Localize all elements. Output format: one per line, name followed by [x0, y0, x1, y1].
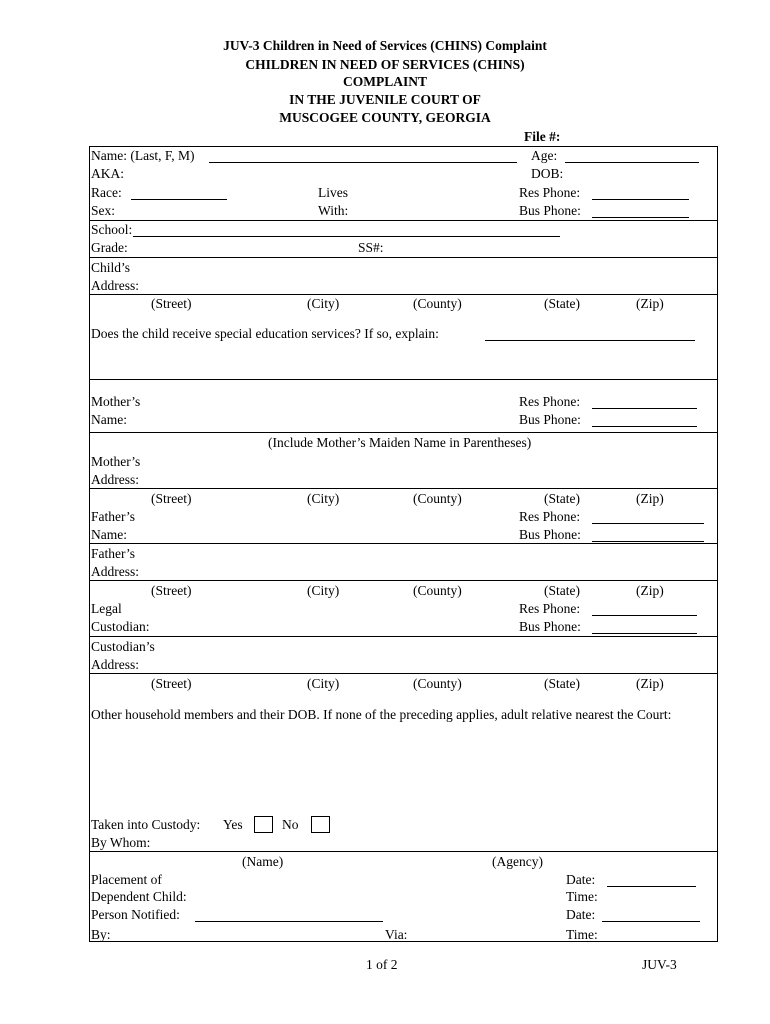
- placement-time-label: Time:: [566, 889, 598, 904]
- street-caption: (Street): [151, 491, 192, 506]
- divider: [89, 851, 718, 852]
- lives-label: Lives: [318, 185, 348, 200]
- city-caption: (City): [307, 583, 340, 598]
- child-name-label: Name: (Last, F, M): [91, 148, 195, 163]
- sex-label: Sex:: [91, 203, 116, 218]
- ss-label: SS#:: [358, 240, 384, 255]
- custodian-bus-phone-field[interactable]: [592, 633, 697, 634]
- placement-label: Placement of: [91, 872, 162, 887]
- zip-caption: (Zip): [636, 491, 664, 506]
- custodian-res-phone-label: Res Phone:: [519, 601, 581, 616]
- street-caption: (Street): [151, 583, 192, 598]
- by-label: By:: [91, 927, 111, 942]
- grade-label: Grade:: [91, 240, 128, 255]
- custody-no-checkbox[interactable]: [311, 816, 330, 833]
- county-caption: (County): [413, 296, 462, 311]
- child-name-field[interactable]: [209, 162, 517, 163]
- county-caption: (County): [413, 491, 462, 506]
- child-res-phone-field[interactable]: [592, 199, 689, 200]
- placement-date-label: Date:: [566, 872, 596, 887]
- form-subheading: COMPLAINT: [343, 74, 427, 89]
- taken-into-custody-label: Taken into Custody:: [91, 817, 201, 832]
- person-notified-field[interactable]: [195, 921, 383, 922]
- divider: [89, 220, 718, 221]
- father-res-phone-label: Res Phone:: [519, 509, 581, 524]
- child-address-label-2: Address:: [91, 278, 139, 293]
- mother-bus-phone-field[interactable]: [592, 426, 697, 427]
- father-name-label: Father’s: [91, 509, 135, 524]
- race-label: Race:: [91, 185, 122, 200]
- school-label: School:: [91, 222, 133, 237]
- divider: [89, 580, 718, 581]
- by-whom-label: By Whom:: [91, 835, 151, 850]
- divider: [89, 432, 718, 433]
- father-res-phone-field[interactable]: [592, 523, 704, 524]
- father-address-label: Father’s: [91, 546, 135, 561]
- state-caption: (State): [544, 583, 580, 598]
- zip-caption: (Zip): [636, 583, 664, 598]
- divider: [89, 379, 718, 380]
- mother-name-label-2: Name:: [91, 412, 127, 427]
- divider: [89, 488, 718, 489]
- custodian-res-phone-field[interactable]: [592, 615, 697, 616]
- person-notified-label: Person Notified:: [91, 907, 180, 922]
- zip-caption: (Zip): [636, 676, 664, 691]
- placement-date-field[interactable]: [607, 886, 696, 887]
- city-caption: (City): [307, 491, 340, 506]
- yes-label: Yes: [223, 817, 243, 832]
- mother-name-label: Mother’s: [91, 394, 141, 409]
- age-field[interactable]: [565, 162, 699, 163]
- aka-label: AKA:: [91, 166, 124, 181]
- state-caption: (State): [544, 491, 580, 506]
- father-bus-phone-label: Bus Phone:: [519, 527, 581, 542]
- child-bus-phone-field[interactable]: [592, 217, 689, 218]
- divider: [89, 257, 718, 258]
- page-number: 1 of 2: [366, 957, 398, 972]
- notified-date-label: Date:: [566, 907, 596, 922]
- divider: [89, 673, 718, 674]
- child-address-label: Child’s: [91, 260, 131, 275]
- via-label: Via:: [385, 927, 408, 942]
- mother-res-phone-label: Res Phone:: [519, 394, 581, 409]
- name-caption: (Name): [242, 854, 284, 869]
- form-title: JUV-3 Children in Need of Services (CHINS) Complaint: [223, 38, 547, 53]
- city-caption: (City): [307, 296, 340, 311]
- age-label: Age:: [531, 148, 558, 163]
- placement-label-2: Dependent Child:: [91, 889, 187, 904]
- zip-caption: (Zip): [636, 296, 664, 311]
- mother-bus-phone-label: Bus Phone:: [519, 412, 581, 427]
- divider: [89, 543, 718, 544]
- mother-address-label: Mother’s: [91, 454, 141, 469]
- mother-address-label-2: Address:: [91, 472, 139, 487]
- court-heading: IN THE JUVENILE COURT OF: [289, 92, 481, 107]
- agency-caption: (Agency): [492, 854, 543, 869]
- form-id: JUV-3: [642, 957, 677, 972]
- county-heading: MUSCOGEE COUNTY, GEORGIA: [279, 110, 491, 125]
- household-members-prompt: Other household members and their DOB. If none of the preceding applies, adult relative nearest the Court:: [91, 707, 672, 722]
- custodian-label: Legal: [91, 601, 122, 616]
- maiden-name-note: (Include Mother’s Maiden Name in Parentheses): [268, 435, 532, 450]
- father-bus-phone-field[interactable]: [592, 541, 704, 542]
- mother-res-phone-field[interactable]: [592, 408, 697, 409]
- street-caption: (Street): [151, 676, 192, 691]
- city-caption: (City): [307, 676, 340, 691]
- state-caption: (State): [544, 676, 580, 691]
- dob-label: DOB:: [531, 166, 564, 181]
- child-bus-phone-label: Bus Phone:: [519, 203, 581, 218]
- custodian-address-label: Custodian’s: [91, 639, 155, 654]
- state-caption: (State): [544, 296, 580, 311]
- school-field[interactable]: [133, 236, 560, 237]
- special-ed-field[interactable]: [485, 340, 695, 341]
- notified-date-field[interactable]: [602, 921, 700, 922]
- custody-yes-checkbox[interactable]: [254, 816, 273, 833]
- divider: [89, 636, 718, 637]
- race-field[interactable]: [131, 199, 227, 200]
- no-label: No: [282, 817, 299, 832]
- custodian-address-label-2: Address:: [91, 657, 139, 672]
- with-label: With:: [318, 203, 349, 218]
- custodian-bus-phone-label: Bus Phone:: [519, 619, 581, 634]
- custodian-label-2: Custodian:: [91, 619, 150, 634]
- street-caption: (Street): [151, 296, 192, 311]
- father-address-label-2: Address:: [91, 564, 139, 579]
- special-ed-question: Does the child receive special education services? If so, explain:: [91, 326, 439, 341]
- county-caption: (County): [413, 676, 462, 691]
- father-name-label-2: Name:: [91, 527, 127, 542]
- form-heading: CHILDREN IN NEED OF SERVICES (CHINS): [245, 57, 525, 72]
- notified-time-label: Time:: [566, 927, 598, 942]
- divider: [89, 294, 718, 295]
- county-caption: (County): [413, 583, 462, 598]
- child-res-phone-label: Res Phone:: [519, 185, 581, 200]
- file-number-label: File #:: [524, 129, 561, 144]
